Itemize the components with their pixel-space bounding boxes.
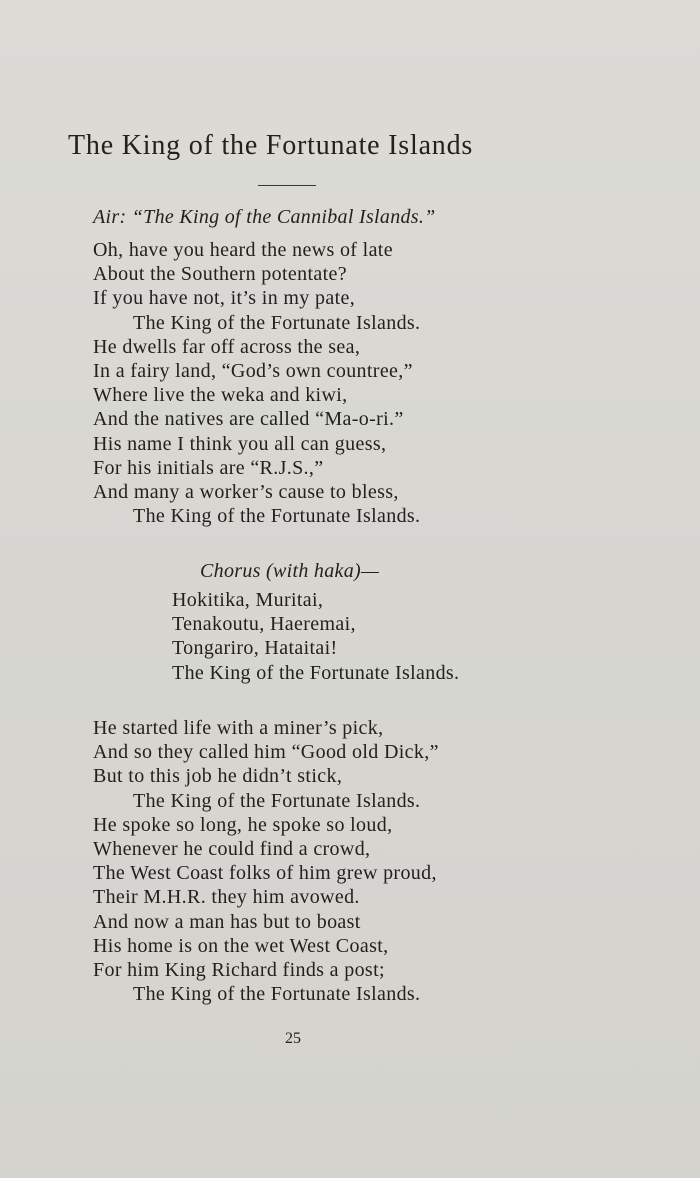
verse-line: Oh, have you heard the news of late xyxy=(93,239,393,261)
verse-line: For him King Richard finds a post; xyxy=(93,958,385,981)
verse-line: About the Southern potentate? xyxy=(93,263,347,286)
verse-line: And now a man has but to boast xyxy=(93,910,361,933)
refrain-line: The King of the Fortunate Islands. xyxy=(133,789,421,812)
verse-line: He started life with a miner’s pick, xyxy=(93,717,384,739)
verse-line: Whenever he could find a crowd, xyxy=(93,837,371,860)
chorus-line: Hokitika, Muritai, xyxy=(172,589,324,611)
chorus-line: Tenakoutu, Haeremai, xyxy=(172,613,356,636)
refrain-line: The King of the Fortunate Islands. xyxy=(133,311,421,334)
refrain-line: The King of the Fortunate Islands. xyxy=(133,983,421,1006)
verse-line: For his initials are “R.J.S.,” xyxy=(93,456,324,479)
chorus-line: The King of the Fortunate Islands. xyxy=(172,661,460,684)
refrain-line: The King of the Fortunate Islands. xyxy=(133,505,421,528)
air-label: Air: xyxy=(93,206,127,228)
stanza-2 xyxy=(93,716,439,1006)
verse-line: Their M.H.R. they him avowed. xyxy=(93,886,360,909)
verse-line: And many a worker’s cause to bless, xyxy=(93,480,399,503)
chorus-heading: Chorus (with haka)— xyxy=(200,560,380,582)
verse-line: His home is on the wet West Coast, xyxy=(93,934,389,957)
verse-line: In a fairy land, “God’s own countree,” xyxy=(93,359,413,382)
verse-line: His name I think you all can guess, xyxy=(93,432,387,455)
verse-line: Where live the weka and kiwi, xyxy=(93,384,348,407)
verse-line: He dwells far off across the sea, xyxy=(93,335,361,358)
chorus xyxy=(172,588,459,685)
stanza-1 xyxy=(93,238,420,528)
verse-line: And so they called him “Good old Dick,” xyxy=(93,741,439,764)
verse-line: But to this job he didn’t stick, xyxy=(93,765,343,788)
chorus-line: Tongariro, Hataitai! xyxy=(172,637,338,660)
verse-line: If you have not, it’s in my pate, xyxy=(93,287,356,310)
verse-line: And the natives are called “Ma-o-ri.” xyxy=(93,408,404,431)
air-tune: “The King of the Cannibal Islands.” xyxy=(131,206,436,228)
verse-line: The West Coast folks of him grew proud, xyxy=(93,862,437,885)
verse-line: He spoke so long, he spoke so loud, xyxy=(93,813,393,836)
title-rule xyxy=(258,185,316,186)
page-number: 25 xyxy=(285,1030,301,1047)
page-title: The King of the Fortunate Islands xyxy=(68,130,474,161)
air-note xyxy=(93,206,436,229)
